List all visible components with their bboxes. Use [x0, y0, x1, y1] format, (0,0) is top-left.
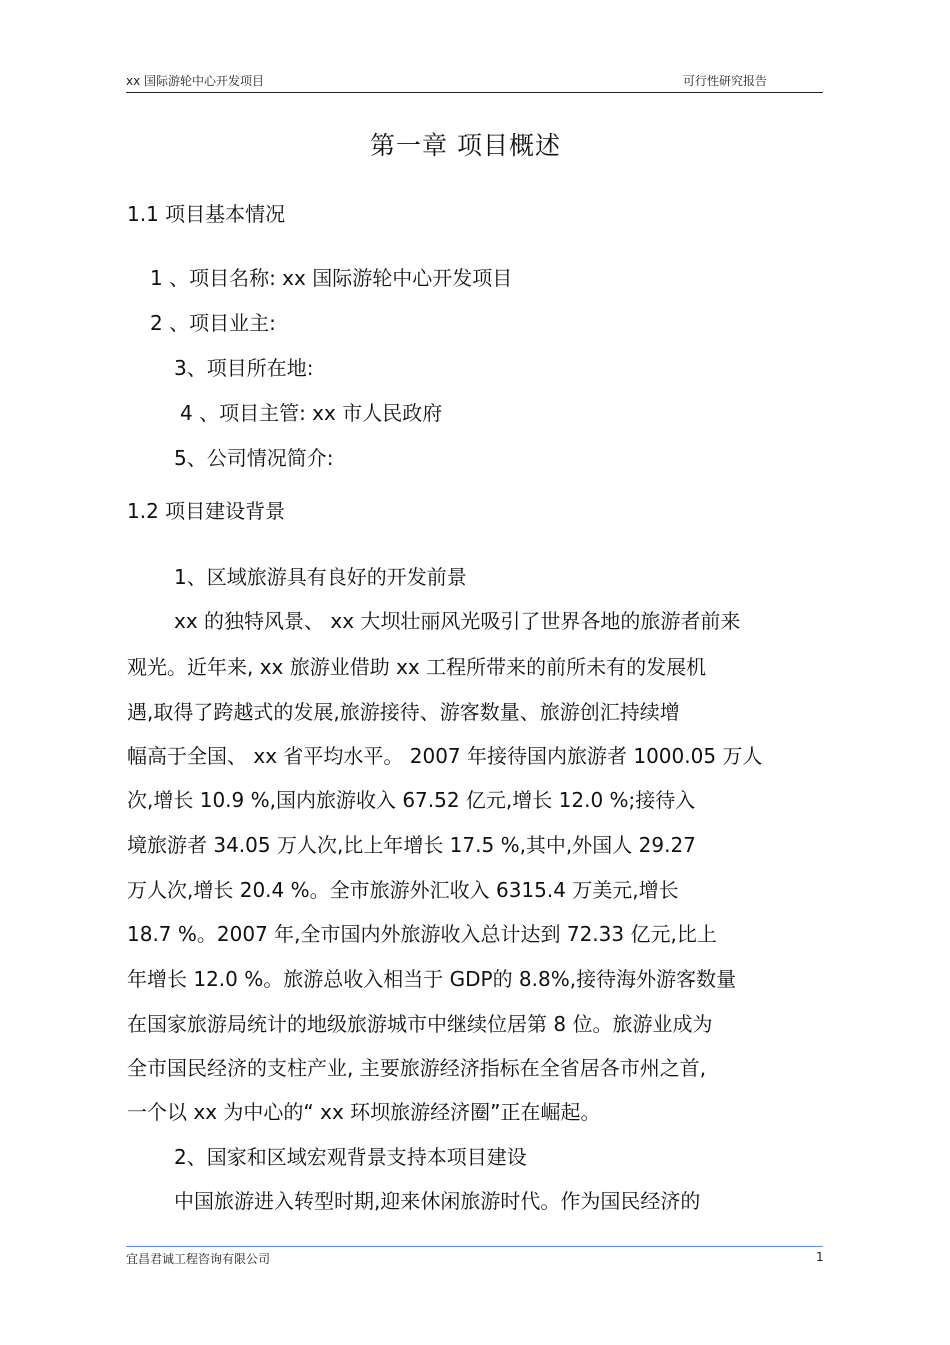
paragraph-line: 境旅游者 34.05 万人次,比上年增长 17.5 %,其中,外国人 29.27 [127, 833, 696, 857]
paragraph-line: 一个以 xx 为中心的“ xx 环坝旅游经济圈”正在崛起。 [127, 1100, 601, 1124]
paragraph-line: 万人次,增长 20.4 %。全市旅游外汇收入 6315.4 万美元,增长 [127, 878, 679, 902]
subsection-heading: 2、国家和区域宏观背景支持本项目建设 [174, 1145, 527, 1169]
paragraph-line: 中国旅游进入转型时期,迎来休闲旅游时代。作为国民经济的 [174, 1189, 701, 1213]
subsection-heading: 1、区域旅游具有良好的开发前景 [174, 565, 467, 589]
list-item: 3、项目所在地: [174, 356, 314, 380]
paragraph-line: 幅高于全国、 xx 省平均水平。 2007 年接待国内旅游者 1000.05 万人 [127, 744, 763, 768]
list-item: 5、公司情况简介: [174, 446, 334, 470]
header-report-type: 可行性研究报告 [683, 74, 768, 88]
list-item: 4 、项目主管: xx 市人民政府 [180, 401, 443, 425]
paragraph-line: 全市国民经济的支柱产业, 主要旅游经济指标在全省居各市州之首, [127, 1056, 707, 1080]
paragraph-line: 观光。近年来, xx 旅游业借助 xx 工程所带来的前所未有的发展机 [127, 655, 707, 679]
paragraph-line: 在国家旅游局统计的地级旅游城市中继续位居第 8 位。旅游业成为 [127, 1012, 713, 1036]
header-rule [126, 92, 823, 93]
page-number: 1 [816, 1250, 824, 1264]
paragraph-line: 18.7 %。2007 年,全市国内外旅游收入总计达到 72.33 亿元,比上 [127, 922, 717, 946]
paragraph-line: 次,增长 10.9 %,国内旅游收入 67.52 亿元,增长 12.0 %;接待入 [127, 788, 696, 812]
footer-company: 宜昌君诚工程咨询有限公司 [126, 1252, 271, 1266]
paragraph-line: xx 的独特风景、 xx 大坝壮丽风光吸引了世界各地的旅游者前来 [174, 609, 741, 633]
header-project-name: xx 国际游轮中心开发项目 [126, 74, 265, 88]
section-heading-1-1: 1.1 项目基本情况 [127, 202, 286, 226]
paragraph-line: 遇,取得了跨越式的发展,旅游接待、游客数量、旅游创汇持续增 [127, 700, 680, 724]
section-heading-1-2: 1.2 项目建设背景 [127, 499, 286, 523]
list-item: 1 、项目名称: xx 国际游轮中心开发项目 [150, 266, 513, 290]
list-item: 2 、项目业主: [150, 311, 276, 335]
footer-rule [126, 1246, 823, 1247]
paragraph-line: 年增长 12.0 %。旅游总收入相当于 GDP的 8.8%,接待海外游客数量 [127, 967, 737, 991]
chapter-title: 第一章 项目概述 [370, 131, 561, 160]
